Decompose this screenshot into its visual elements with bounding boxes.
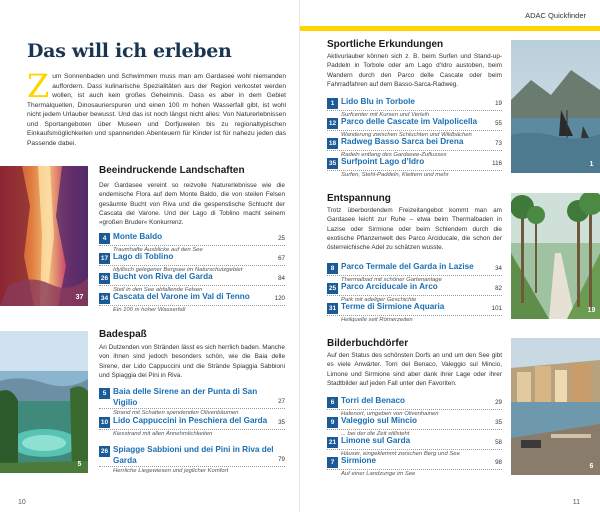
list-item[interactable]: [327, 456, 502, 478]
poi-page: 34: [495, 265, 502, 272]
poi-number: 17: [100, 255, 109, 262]
poi-page: 101: [491, 305, 502, 312]
poi-name: Lido Cappuccini in Peschiera del Garda: [113, 416, 268, 425]
poi-name: Bucht von Riva del Garda: [113, 272, 213, 281]
poi-description: Kiesstrand mit allen Annehmlichkeiten: [113, 431, 213, 437]
list-item[interactable]: [327, 97, 502, 119]
page-divider: [299, 0, 300, 512]
list-item[interactable]: [99, 387, 285, 417]
poi-description: Radeln entlang des Gardasee-Zuflusses: [341, 152, 447, 158]
poi-name: Parco Termale del Garda in Lazise: [341, 262, 474, 271]
list-item[interactable]: [99, 252, 285, 274]
photo-number: 37: [75, 294, 84, 301]
poi-number: 35: [328, 160, 337, 167]
section-title-badespass: Badespaß: [99, 329, 147, 340]
poi-description: Strand mit Schatten spendenden Olivenbäumen: [113, 410, 239, 416]
poi-name: Parco Arciducale in Arco: [341, 282, 438, 291]
poi-description: Heilquelle seit Römerzeiten: [341, 317, 413, 323]
poi-page: 27: [278, 398, 285, 405]
poi-description: Surfcenter mit Kursen und Verleih: [341, 112, 430, 118]
list-item[interactable]: [99, 232, 285, 254]
poi-description: Thermalbad mit schöner Gartenanlage: [341, 277, 442, 283]
poi-description: ... bei der die Zeit stillsteht: [341, 431, 410, 437]
section-text-entspannung: Trotz überbordendem Freizeitangebot kommt man am Gardasee leicht zur Ruhe – etwa beim Thermalbaden in Lazise oder Sirmione oder beim Schlendern durch die exotische Pflanzenwelt des Parco Arciducale, die schon der österreichische Adel zu schätzen wusste.: [327, 207, 502, 252]
list-item[interactable]: [99, 292, 285, 314]
poi-name: Spiagge Sabbioni und dei Pini in Riva del Garda: [113, 445, 274, 465]
photo-number: 19: [587, 307, 596, 314]
list-item[interactable]: [327, 416, 502, 438]
poi-name: Monte Baldo: [113, 232, 163, 241]
section-title-sport: Sportliche Erkundungen: [327, 39, 444, 50]
list-item[interactable]: [327, 137, 502, 159]
poi-page: 55: [495, 120, 502, 127]
poi-number: 8: [327, 263, 338, 274]
list-item[interactable]: [99, 445, 285, 475]
poi-description: Hafenort, umgeben von Olivenhainen: [341, 411, 439, 417]
poi-page: 79: [278, 456, 285, 463]
section-text-bilderbuchdoerfer: Auf den Status des schönsten Dorfs an und um den See gibt es viele Anwärter. Torri del Benaco, Valeggio sul Mincio, Limone und Sirmione sind aber dank ihrer Lage oder ihrer Stadtbilder auf jeden Fall unter den Favoriten.: [327, 352, 502, 387]
section-text-badespass: An Dutzenden von Stränden lässt es sich herrlich baden. Manche von ihnen sind jedoch besonders schön, wie die Baia delle Sirene, der Lido Cappuccini und die Strände Spiaggia Sabbioni und Spiaggia dei Pini in Riva.: [99, 344, 285, 379]
list-item[interactable]: [327, 396, 502, 418]
poi-number: 25: [328, 285, 337, 292]
poi-name: Cascata del Varone im Val di Tenno: [113, 292, 250, 301]
poi-number: 6: [327, 397, 338, 408]
poi-number: 18: [328, 140, 337, 147]
poi-page: 73: [495, 140, 502, 147]
poi-number: 21: [328, 439, 337, 446]
poi-description: Herrliche Liegewiesen und jeglicher Komfort: [113, 468, 229, 474]
poi-description: Ein 100 m hoher Wasserfall: [113, 307, 186, 313]
poi-page: 67: [278, 255, 285, 262]
poi-page: 84: [278, 275, 285, 282]
list-item[interactable]: [327, 436, 502, 458]
section-title-bilderbuchdoerfer: Bilderbuchdörfer: [327, 338, 409, 349]
poi-number: 1: [327, 98, 338, 109]
poi-name: Lago di Toblino: [113, 252, 174, 261]
poi-number: 34: [100, 295, 109, 302]
section-text-sport: Aktivurlauber können sich z. B. beim Surfen und Stand-up-Paddeln in Torbole oder am Lago d’Idro austoben, beim Wandern durch den Parco delle Cascate oder beim Fahrradfahren auf dem Basso-Sarca-Radweg.: [327, 53, 502, 88]
poi-page: 120: [274, 295, 285, 302]
poi-name: Sirmione: [341, 456, 377, 465]
poi-page: 82: [495, 285, 502, 292]
poi-number: 12: [328, 120, 337, 127]
poi-name: Valeggio sul Mincio: [341, 416, 417, 425]
poi-number: 7: [327, 457, 338, 468]
poi-number: 26: [100, 275, 109, 282]
poi-description: Traumhafte Ausblicke auf den See: [113, 247, 203, 253]
list-item[interactable]: [327, 117, 502, 139]
list-item[interactable]: [327, 302, 502, 324]
village-photo: [511, 338, 600, 475]
list-item[interactable]: [99, 416, 285, 438]
photo-number: 6: [589, 463, 594, 470]
poi-description: Häuser, eingeklemmt zwischen Berg und See: [341, 451, 460, 457]
poi-name: Baia delle Sirene an der Punta di San Vigilio: [113, 387, 258, 407]
poi-page: 98: [495, 459, 502, 466]
photo-number: 5: [77, 461, 82, 468]
section-text-landschaften: Der Gardasee vereint so reizvolle Naturerlebnisse wie die endemische Flora auf dem Monte Baldo, die von steilen Felsen gesäumte Bucht von Riva und die gespenstische Schlucht der Cascata del Varone. Und der Lago di Toblino macht seinem »großen Bruder« Konkurrenz.: [99, 182, 285, 227]
poi-number: 9: [327, 417, 338, 428]
windsurf-photo: [511, 40, 600, 173]
intro-text: um Sonnenbaden und Schwimmen muss man am Gardasee wohl niemanden auffordern. Dass kulinarische Spezialitäten aus der Region verkostet werden wollen, ist auch kein großes Geheimnis. Dass es aber in dem Gebiet Thermalquellen, Dinosaurierspuren und einen 100 m hohen Wasserfall gibt, ist wohl nicht jedem Urlauber bewusst. Und das ist noch längst nicht alles: Von Naturerlebnissen und Sportangeboten über Museen und Dorfjuwelen bis zu regionaltypischen Einkaufsmöglichkeiten und spannenden Abenteuern für Kinder ist für nahezu jeden das Passende dabei.: [27, 73, 286, 147]
quickfinder-header: [300, 0, 600, 31]
poi-name: Lido Blu in Torbole: [341, 97, 415, 106]
poi-name: Torri del Benaco: [341, 396, 405, 405]
list-item[interactable]: [99, 272, 285, 294]
poi-name: Radweg Basso Sarca bei Drena: [341, 137, 464, 146]
list-item[interactable]: [327, 157, 502, 179]
page-number-left: 10: [18, 499, 26, 506]
photo-number: 1: [589, 161, 594, 168]
poi-page: 35: [495, 419, 502, 426]
canyon-photo: [0, 166, 88, 306]
poi-page: 19: [495, 100, 502, 107]
bay-photo: [0, 331, 88, 473]
poi-name: Parco delle Cascate im Valpolicella: [341, 117, 478, 126]
poi-number: 4: [99, 233, 110, 244]
poi-number: 26: [100, 448, 109, 455]
poi-description: Wanderung zwischen Schluchten und Wildbächen: [341, 132, 472, 138]
poi-description: Auf einer Landzunge im See: [341, 471, 416, 477]
poi-number: 10: [100, 419, 109, 426]
park-photo: [511, 193, 600, 319]
poi-page: 25: [278, 235, 285, 242]
poi-page: 35: [278, 419, 285, 426]
section-title-landschaften: Beeindruckende Landschaften: [99, 165, 245, 176]
list-item[interactable]: [327, 262, 502, 284]
intro-dropcap: Z: [27, 67, 50, 105]
quickfinder-label: ADAC Quickfinder: [525, 11, 586, 20]
list-item[interactable]: [327, 282, 502, 304]
poi-number: 31: [328, 305, 337, 312]
page-number-right: 11: [572, 499, 580, 506]
poi-name: Terme di Sirmione Aquaria: [341, 302, 445, 311]
poi-name: Surfpoint Lago d’Idro: [341, 157, 425, 166]
poi-page: 116: [492, 160, 502, 167]
poi-description: Surfen, Stehl-Paddeln, Klettern und mehr: [341, 172, 449, 178]
poi-description: Idyllisch gelegener Bergsee im Naturschutzgebiet: [113, 267, 243, 273]
poi-page: 29: [495, 399, 502, 406]
section-title-entspannung: Entspannung: [327, 193, 391, 204]
intro-paragraph: [27, 67, 286, 148]
poi-name: Limone sul Garda: [341, 436, 411, 445]
page-title: Das will ich erleben: [27, 40, 232, 62]
poi-description: Park mit adeliger Geschichte: [341, 297, 417, 303]
poi-number: 5: [99, 388, 110, 399]
poi-page: 58: [495, 439, 502, 446]
poi-description: Steil in den See abfallende Felsen: [113, 287, 203, 293]
